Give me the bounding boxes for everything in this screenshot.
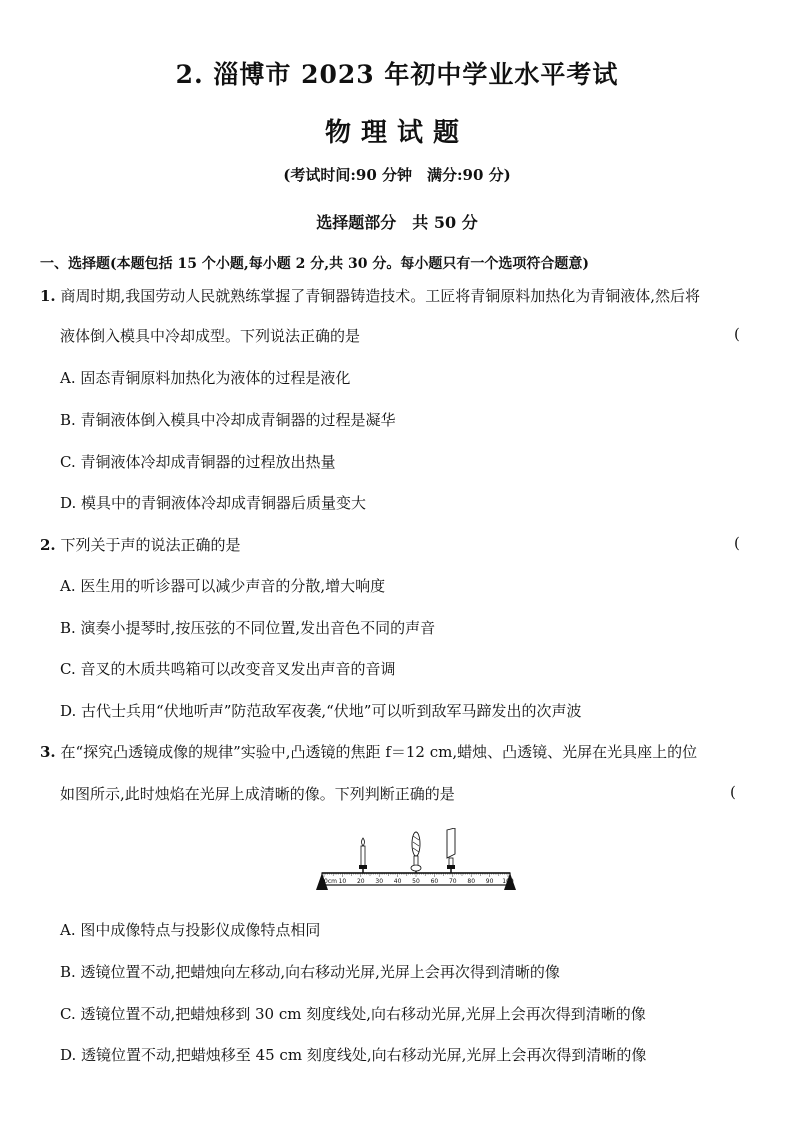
- scale-tick-label: 70: [448, 878, 457, 885]
- scale-tick-label: 90: [485, 878, 494, 885]
- question-1-option-b: B. 青铜液体倒入模具中冷却成青铜器的过程是凝华: [60, 411, 396, 429]
- question-2-answer-paren: (: [734, 534, 740, 552]
- optical-bench-figure: [316, 828, 516, 898]
- question-3-stem-line1: [40, 742, 697, 762]
- scale-tick-label: 60: [430, 878, 439, 885]
- scale-tick-label: 80: [467, 878, 476, 885]
- question-1-stem-line1: [40, 286, 700, 306]
- exam-timing: (考试时间:90 分钟 满分:90 分): [283, 166, 511, 184]
- scale-tick-label: 40: [393, 878, 402, 885]
- question-1-stem-line2: 液体倒入模具中冷却成型。下列说法正确的是: [60, 327, 361, 345]
- scale-tick-label: 100: [502, 878, 514, 885]
- question-3-stem-line2: 如图所示,此时烛焰在光屏上成清晰的像。下列判断正确的是: [60, 785, 455, 803]
- question-1-number: 1.: [40, 287, 56, 305]
- question-1-text: 商周时期,我国劳动人民就熟练掌握了青铜器铸造技术。工匠将青铜原料加热化为青铜液体,然后将: [60, 287, 700, 305]
- question-3-option-a: A. 图中成像特点与投影仪成像特点相同: [60, 921, 321, 939]
- question-2-option-a: A. 医生用的听诊器可以减少声音的分散,增大响度: [60, 577, 386, 595]
- scale-tick-label: 50: [412, 878, 420, 885]
- scale-tick-label: 10: [338, 878, 347, 885]
- question-1-option-c: C. 青铜液体冷却成青铜器的过程放出热量: [60, 453, 336, 471]
- candle-flame-icon: [362, 838, 365, 846]
- scale-tick-label: 20: [356, 878, 365, 885]
- question-2-option-b: B. 演奏小提琴时,按压弦的不同位置,发出音色不同的声音: [60, 619, 436, 637]
- exam-title: 2. 淄博市 2023 年初中学业水平考试: [175, 60, 619, 89]
- exam-subtitle: 物理试题: [324, 118, 469, 148]
- scale-tick-label: 0cm: [324, 878, 337, 885]
- question-2-option-c: C. 音叉的木质共鸣箱可以改变音叉发出声音的音调: [60, 660, 396, 678]
- light-screen: [447, 828, 455, 873]
- question-1-option-a: A. 固态青铜原料加热化为液体的过程是液化: [60, 369, 351, 387]
- question-1-answer-paren: (: [734, 325, 740, 343]
- question-3-text: 在“探究凸透镜成像的规律”实验中,凸透镜的焦距 f＝12 cm,蜡烛、凸透镜、光屏在光具座上的位: [60, 743, 698, 761]
- screen-icon: [447, 828, 455, 858]
- question-2-stem-line1: [40, 535, 240, 555]
- instructions: 一、选择题(本题包括 15 个小题,每小题 2 分,共 30 分。每小题只有一个选项符合题意): [40, 256, 589, 272]
- question-2-number: 2.: [40, 536, 56, 554]
- optical-bench-svg: [316, 828, 516, 898]
- question-3-option-d: D. 透镜位置不动,把蜡烛移至 45 cm 刻度线处,向右移动光屏,光屏上会再次得到清晰的像: [60, 1046, 647, 1064]
- section-heading: 选择题部分 共 50 分: [316, 213, 478, 232]
- question-1-option-d: D. 模具中的青铜液体冷却成青铜器后质量变大: [60, 494, 367, 512]
- question-3-answer-paren: (: [730, 783, 736, 801]
- question-3-number: 3.: [40, 743, 56, 761]
- scale-tick-label: 30: [375, 878, 384, 885]
- question-2-text: 下列关于声的说法正确的是: [60, 536, 241, 554]
- question-2-option-d: D. 古代士兵用“伏地听声”防范敌军夜袭,“伏地”可以听到敌军马蹄发出的次声波: [60, 702, 582, 720]
- convex-lens: [411, 832, 421, 873]
- question-3-option-b: B. 透镜位置不动,把蜡烛向左移动,向右移动光屏,光屏上会再次得到清晰的像: [60, 963, 560, 981]
- question-3-option-c: C. 透镜位置不动,把蜡烛移到 30 cm 刻度线处,向右移动光屏,光屏上会再次得到清晰的像: [60, 1005, 646, 1023]
- candle: [359, 838, 367, 873]
